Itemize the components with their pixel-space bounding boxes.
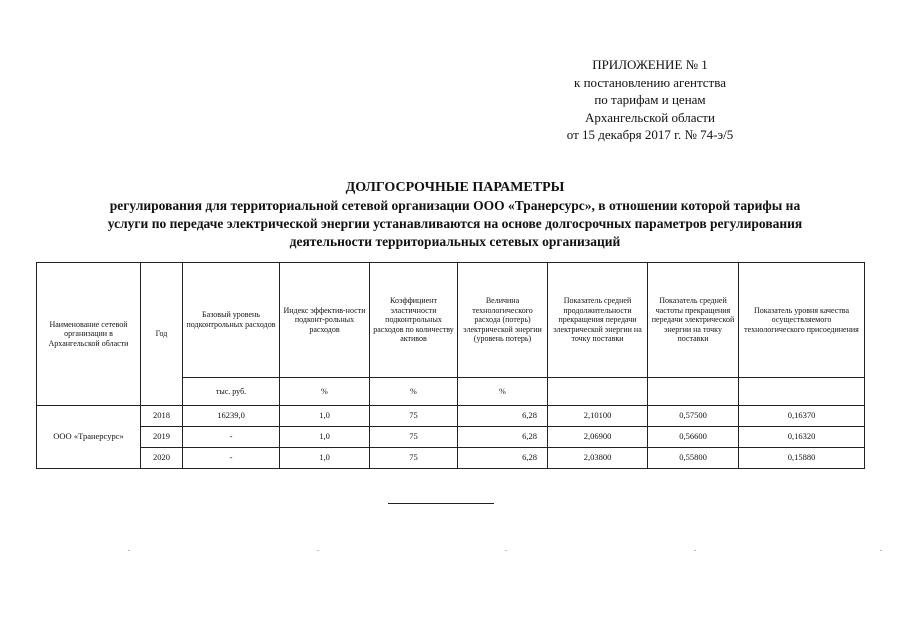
unit-cell	[548, 378, 648, 406]
header-cell-elasticity: Коэффициент эластичности подконтрольных расходов по количеству активов	[370, 263, 458, 378]
base-level-cell: -	[183, 427, 280, 448]
header-cell-frequency: Показатель средней частоты прекращения передачи электрической энергии на точку поставки	[648, 263, 739, 378]
frequency-cell: 0,57500	[648, 406, 739, 427]
table-row	[37, 448, 865, 469]
title-main: ДОЛГОСРОЧНЫЕ ПАРАМЕТРЫ	[345, 180, 565, 195]
year-cell: 2019	[141, 427, 183, 448]
table-row	[37, 427, 865, 448]
elasticity-cell: 75	[370, 427, 458, 448]
header-cell-efficiency-index: Индекс эффектив-ности подконт-рольных расходов	[280, 263, 370, 378]
unit-cell: %	[458, 378, 548, 406]
header-cell-losses: Величина технологического расхода (потерь) электрической энергии (уровень потерь)	[458, 263, 548, 378]
header-row	[37, 263, 865, 378]
base-level-cell: -	[183, 448, 280, 469]
unit-cell	[739, 378, 865, 406]
header-cell-quality: Показатель уровня качества осуществляемого технологического присоединения	[739, 263, 865, 378]
unit-cell: %	[280, 378, 370, 406]
title-line: услуги по передаче электрической энергии устанавливаются на основе долгосрочных параметров регулирования	[107, 216, 803, 231]
table-row	[37, 406, 865, 427]
year-cell: 2018	[141, 406, 183, 427]
header-cell-duration: Показатель средней продолжительности прекращения передачи электрической энергии на точку поставки	[548, 263, 648, 378]
losses-cell: 6,28	[458, 406, 548, 427]
scan-speck	[694, 550, 696, 551]
scan-speck	[880, 550, 882, 551]
quality-cell: 0,15880	[739, 448, 865, 469]
efficiency-index-cell: 1,0	[280, 406, 370, 427]
duration-cell: 2,06900	[548, 427, 648, 448]
document-title	[40, 179, 870, 251]
unit-cell	[648, 378, 739, 406]
scan-speck	[128, 550, 130, 551]
quality-cell: 0,16370	[739, 406, 865, 427]
frequency-cell: 0,56600	[648, 427, 739, 448]
frequency-cell: 0,55800	[648, 448, 739, 469]
appendix-date: от 15 декабря 2017 г. № 74-э/5	[566, 127, 734, 142]
base-level-cell: 16239,0	[183, 406, 280, 427]
efficiency-index-cell: 1,0	[280, 427, 370, 448]
appendix-title: ПРИЛОЖЕНИЕ № 1	[592, 57, 708, 72]
elasticity-cell: 75	[370, 406, 458, 427]
title-line: деятельности территориальных сетевых организаций	[289, 234, 621, 249]
year-cell: 2020	[141, 448, 183, 469]
duration-cell: 2,03800	[548, 448, 648, 469]
header-cell-year: Год	[141, 263, 183, 406]
elasticity-cell: 75	[370, 448, 458, 469]
header-cell-base-level: Базовый уровень подконтрольных расходов	[183, 263, 280, 378]
parameters-table	[36, 262, 865, 469]
appendix-line: к постановлению агентства	[574, 74, 726, 90]
scan-speck	[317, 550, 319, 551]
losses-cell: 6,28	[458, 448, 548, 469]
signature-divider	[388, 503, 494, 504]
organization-cell: ООО «Транерсурс»	[37, 406, 141, 469]
quality-cell: 0,16320	[739, 427, 865, 448]
appendix-line: Архангельской области	[585, 109, 715, 125]
appendix-header	[520, 56, 780, 144]
header-cell-organization: Наименование сетевой организации в Архангельской области	[37, 263, 141, 406]
scan-speck	[505, 550, 507, 551]
duration-cell: 2,10100	[548, 406, 648, 427]
title-line: регулирования для территориальной сетевой организации ООО «Транерсурс», в отношении которой тарифы на	[109, 198, 801, 213]
unit-cell: %	[370, 378, 458, 406]
losses-cell: 6,28	[458, 427, 548, 448]
efficiency-index-cell: 1,0	[280, 448, 370, 469]
unit-cell: тыс. руб.	[183, 378, 280, 406]
appendix-line: по тарифам и ценам	[594, 92, 706, 107]
